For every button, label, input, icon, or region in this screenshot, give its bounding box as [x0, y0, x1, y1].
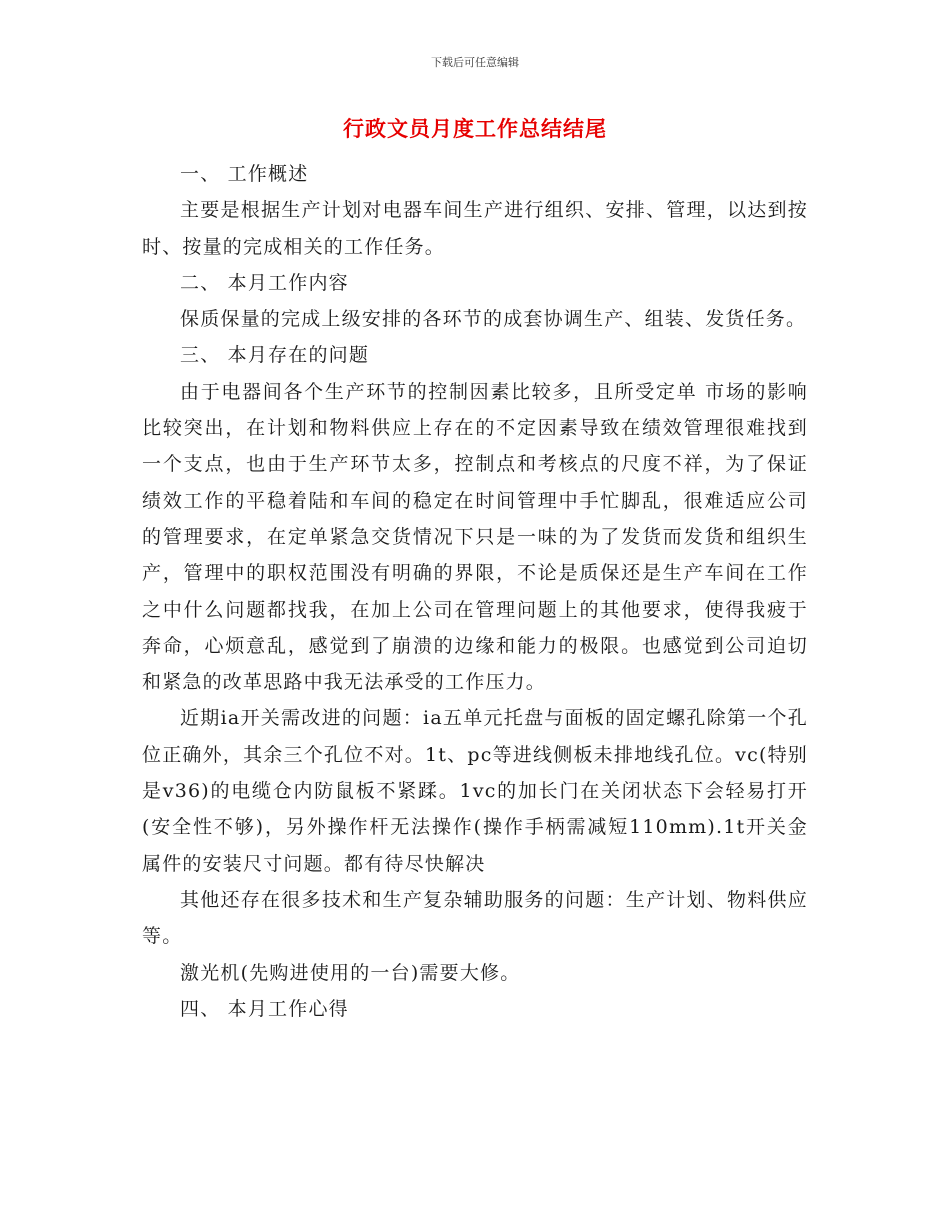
section-heading-problems: 三、 本月存在的问题: [180, 344, 370, 367]
document-body: [142, 156, 808, 1027]
section-heading-work-content: 二、 本月工作内容: [180, 271, 349, 294]
page-header-note: 下载后可任意编辑: [431, 56, 519, 69]
section-heading-experience: 四、 本月工作心得: [180, 997, 349, 1020]
paragraph-laser-machine: 激光机(先购进使用的一台)需要大修。: [180, 961, 521, 984]
paragraph-problems: 由于电器间各个生产环节的控制因素比较多，且所受定单 市场的影响比较突出，在计划和物料供应上存在的不定因素导致在绩效管理很难找到一个支点，也由于生产环节太多，控制点和考核点的尺度不祥，为了保证绩效工作的平稳着陆和车间的稳定在时间管理中手忙脚乱，很难适应公司的管理要求，在定单紧急交货情况下只是一味的为了发货而发货和组织生产，管理中的职权范围没有明确的界限，不论是质保还是生产车间在工作之中什么问题都找我，在加上公司在管理问题上的其他要求，使得我疲于奔命，心烦意乱，感觉到了崩溃的边缘和能力的极限。也感觉到公司迫切和紧急的改革思路中我无法承受的工作压力。: [142, 380, 808, 694]
paragraph-other-issues: 其他还存在很多技术和生产复杂辅助服务的问题：生产计划、物料供应等。: [142, 888, 808, 948]
paragraph-overview: 主要是根据生产计划对电器车间生产进行组织、安排、管理，以达到按时、按量的完成相关的工作任务。: [142, 199, 808, 258]
document-title: 行政文员月度工作总结结尾: [343, 117, 607, 141]
paragraph-work-content: 保质保量的完成上级安排的各环节的成套协调生产、组装、发货任务。: [180, 308, 807, 331]
paragraph-switch-issues: 近期ia开关需改进的问题：ia五单元托盘与面板的固定螺孔除第一个孔位正确外，其余三个孔位不对。1t、pc等进线侧板未排地线孔位。vc(特别是v36)的电缆仓内防鼠板不紧蹂。1vc的加长门在关闭状态下会轻易打开(安全性不够)，另外操作杆无法操作(操作手柄需减短110mm).1t开关金属件的安装尺寸问题。都有待尽快解决: [142, 707, 808, 875]
section-heading-overview: 一、 工作概述: [180, 163, 309, 185]
